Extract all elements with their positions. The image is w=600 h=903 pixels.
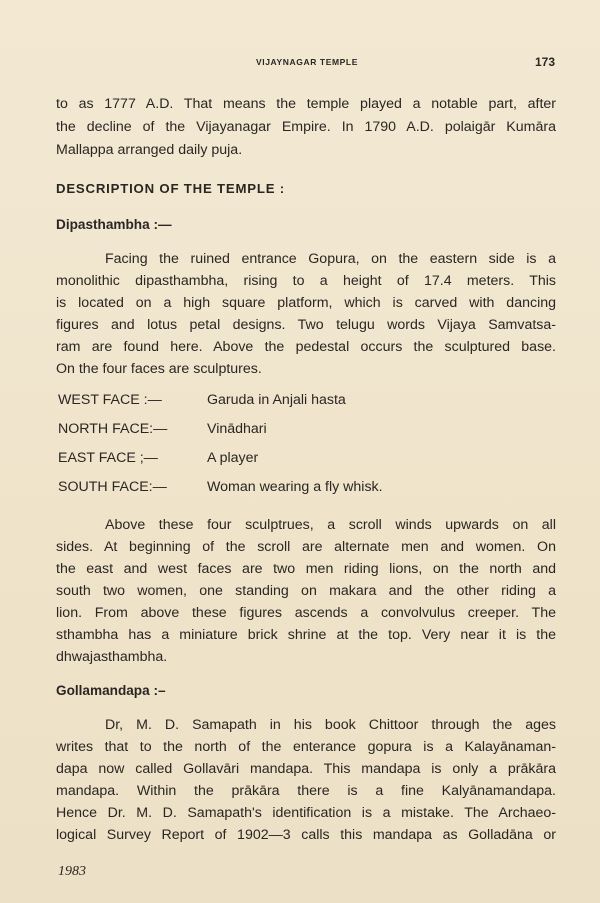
paragraph-line: to as 1777 A.D. That means the temple played a notable part, after [56, 96, 556, 112]
dipasthambha-heading: Dipasthambha :— [56, 217, 172, 232]
paragraph-line: monolithic dipasthambha, rising to a height of 17.4 meters. This [56, 273, 556, 289]
face-label: WEST FACE :— [58, 392, 162, 408]
paragraph-line: Hence Dr. M. D. Samapath's identification is a mistake. The Archaeo- [56, 805, 556, 821]
paragraph-line: figures and lotus petal designs. Two telugu words Vijaya Samvatsa- [56, 317, 556, 333]
paragraph-line: the decline of the Vijayanagar Empire. In 1790 A.D. polaigār Kumāra [56, 119, 556, 135]
paragraph-line: is located on a high square platform, which is carved with dancing [56, 295, 556, 311]
face-label: NORTH FACE:— [58, 421, 168, 437]
paragraph-line: south two women, one standing on makara and the other riding a [56, 583, 556, 599]
paragraph-line: mandapa. Within the prākāra there is a fine Kalyānamandapa. [56, 783, 556, 799]
face-row [58, 392, 518, 410]
paragraph-line: Dr, M. D. Samapath in his book Chittoor through the ages [105, 717, 556, 733]
paragraph-line: Above these four sculptrues, a scroll winds upwards on all [105, 517, 556, 533]
face-description: Woman wearing a fly whisk. [207, 479, 383, 495]
paragraph-line: lion. From above these figures ascends a convolvulus creeper. The [56, 605, 556, 621]
paragraph-line: logical Survey Report of 1902—3 calls this mandapa as Golladāna or [56, 827, 556, 843]
paragraph-line: sthambha has a miniature brick shrine at the top. Very near it is the [56, 627, 556, 643]
face-label: EAST FACE ;— [58, 450, 158, 466]
paragraph-line: dhwajasthambha. [56, 649, 168, 665]
face-description: Garuda in Anjali hasta [207, 392, 346, 408]
face-description: A player [207, 450, 259, 466]
face-description: Vinādhari [207, 421, 267, 437]
running-header-title: VIJAYNAGAR TEMPLE [256, 57, 358, 67]
running-header [0, 56, 600, 70]
face-row [58, 479, 518, 497]
face-row [58, 421, 518, 439]
paragraph-line: Mallappa arranged daily puja. [56, 142, 243, 158]
paragraph-line: On the four faces are sculptures. [56, 361, 262, 377]
paragraph-line: sides. At beginning of the scroll are alternate men and women. On [56, 539, 556, 555]
face-row [58, 450, 518, 468]
paragraph-line: ram are found here. Above the pedestal occurs the sculptured base. [56, 339, 556, 355]
page-number: 173 [535, 55, 556, 69]
face-label: SOUTH FACE:— [58, 479, 167, 495]
paragraph-line: writes that to the north of the enterance gopura is a Kalayānaman- [56, 739, 556, 755]
paragraph-line: dapa now called Gollavāri mandapa. This mandapa is only a prākāra [56, 761, 556, 777]
description-heading: DESCRIPTION OF THE TEMPLE : [56, 181, 285, 196]
footer-year: 1983 [58, 864, 86, 879]
paragraph-line: the east and west faces are two men riding lions, on the north and [56, 561, 556, 577]
paragraph-line: Facing the ruined entrance Gopura, on the eastern side is a [105, 251, 556, 267]
gollamandapa-heading: Gollamandapa :– [56, 683, 166, 698]
